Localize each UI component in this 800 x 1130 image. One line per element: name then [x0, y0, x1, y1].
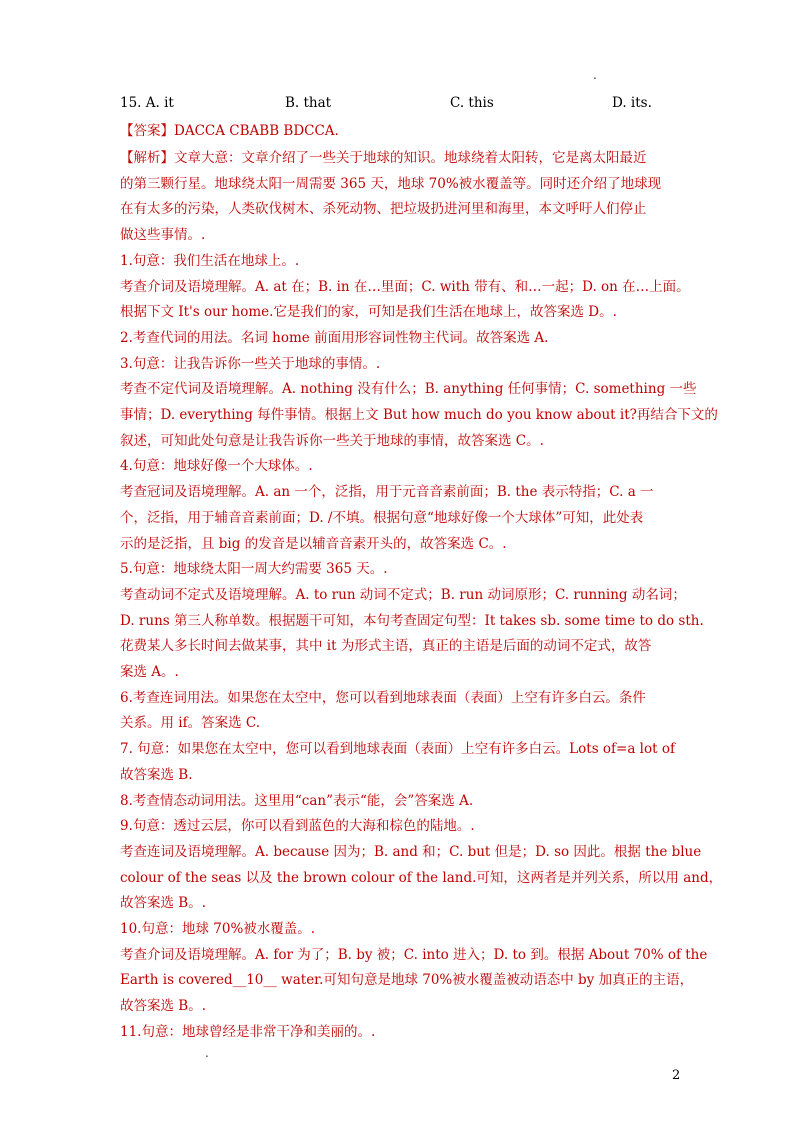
analysis-line: 2.考查代词的用法。名词 home 前面用形容词性物主代词。故答案选 A.	[120, 329, 549, 346]
analysis-line: 5.句意：地球绕太阳一周大约需要 365 天。.	[120, 561, 388, 578]
analysis-line: D. runs 第三人称单数。根据题干可知，本句考查固定句型：It takes sb. some time to do sth.	[120, 612, 704, 629]
analysis-line: 4.句意：地球好像一个大球体。.	[120, 458, 313, 475]
analysis-line: 做这些事情。.	[120, 227, 206, 244]
analysis-line: 根据下文 It's our home.它是我们的家，可知是我们生活在地球上，故答案选 D。.	[120, 304, 617, 321]
analysis-line: 【解析】文章大意：文章介绍了一些关于地球的知识。地球绕着太阳转，它是离太阳最近	[120, 150, 647, 166]
question-15-option-d: D. its.	[612, 95, 652, 111]
analysis-line: 11.句意：地球曾经是非常干净和美丽的。.	[120, 1023, 376, 1040]
analysis-line: 考查连词及语境理解。A. because 因为；B. and 和；C. but 但是；D. so 因此。根据 the blue	[120, 843, 702, 860]
analysis-line: 8.考查情态动词用法。这里用“can”表示“能，会”答案选 A.	[120, 792, 474, 809]
analysis-line: 1.句意：我们生活在地球上。.	[120, 252, 300, 269]
analysis-line: Earth is covered__10__ water.可知句意是地球 70%被水覆盖被动语态中 by 加真正的主语，	[120, 972, 694, 989]
analysis-line: 个，泛指，用于辅音音素前面；D. /不填。根据句意“地球好像一个大球体”可知，此处表	[120, 509, 644, 526]
footer-mark: .	[205, 1046, 209, 1060]
analysis-line: 故答案选 B。.	[120, 895, 207, 912]
analysis-line: 考查动词不定式及语境理解。A. to run 动词不定式；B. run 动词原形；C. running 动名词；	[120, 586, 686, 603]
analysis-line: 9.句意：透过云层，你可以看到蓝色的大海和棕色的陆地。.	[120, 818, 475, 835]
analysis-line: 3.句意：让我告诉你一些关于地球的事情。.	[120, 355, 381, 372]
analysis-line: 考查介词及语境理解。A. at 在；B. in 在…里面；C. with 带有、和…一起；D. on 在…上面。	[120, 278, 690, 295]
analysis-line: 在有太多的污染，人类砍伐树木、杀死动物、把垃圾扔进河里和海里，本文呼吁人们停止	[120, 201, 647, 218]
analysis-line: 花费某人多长时间去做某事，其中 it 为形式主语，真正的主语是后面的动词不定式，故答	[120, 638, 652, 655]
analysis-line: 示的是泛指，且 big 的发音是以辅音音素开头的，故答案选 C。.	[120, 535, 507, 552]
analysis-line: 关系。用 if。答案选 C.	[120, 715, 261, 732]
analysis-line: 的第三颗行星。地球绕太阳一周需要 365 天，地球 70%被水覆盖等。同时还介绍了地球现	[120, 175, 662, 192]
page-number: 2	[672, 1068, 681, 1083]
answer-key: 【答案】DACCA CBABB BDCCA.	[120, 123, 339, 139]
analysis-line: 故答案选 B.	[120, 766, 193, 783]
analysis-line: 7. 句意：如果您在太空中，您可以看到地球表面（表面）上空有许多白云。Lots of=a lot of	[120, 741, 675, 758]
question-15-option-c: C. this	[450, 95, 494, 111]
analysis-line: colour of the seas 以及 the brown colour of the land.可知，这两者是并列关系，所以用 and，	[120, 869, 723, 886]
question-15-option-b: B. that	[285, 95, 332, 111]
analysis-line: 故答案选 B。.	[120, 998, 207, 1015]
analysis-line: 案选 A。.	[120, 664, 179, 680]
analysis-line: 考查介词及语境理解。A. for 为了；B. by 被；C. into 进入；D. to 到。根据 About 70% of the	[120, 946, 708, 963]
analysis-line: 事情；D. everything 每件事情。根据上文 But how much do you know about it?再结合下文的	[120, 407, 718, 423]
analysis-line: 考查不定代词及语境理解。A. nothing 没有什么；B. anything 任何事情；C. something 一些	[120, 381, 697, 398]
header-mark: .	[593, 68, 597, 82]
analysis-line: 考查冠词及语境理解。A. an 一个，泛指，用于元音音素前面；B. the 表示特指；C. a 一	[120, 484, 654, 501]
analysis-line: 10.句意：地球 70%被水覆盖。.	[120, 921, 316, 937]
question-15-option-a: 15. A. it	[120, 95, 174, 111]
analysis-line: 叙述，可知此处句意是让我告诉你一些关于地球的事情，故答案选 C。.	[120, 432, 544, 449]
analysis-line: 6.考查连词用法。如果您在太空中，您可以看到地球表面（表面）上空有许多白云。条件	[120, 689, 646, 706]
